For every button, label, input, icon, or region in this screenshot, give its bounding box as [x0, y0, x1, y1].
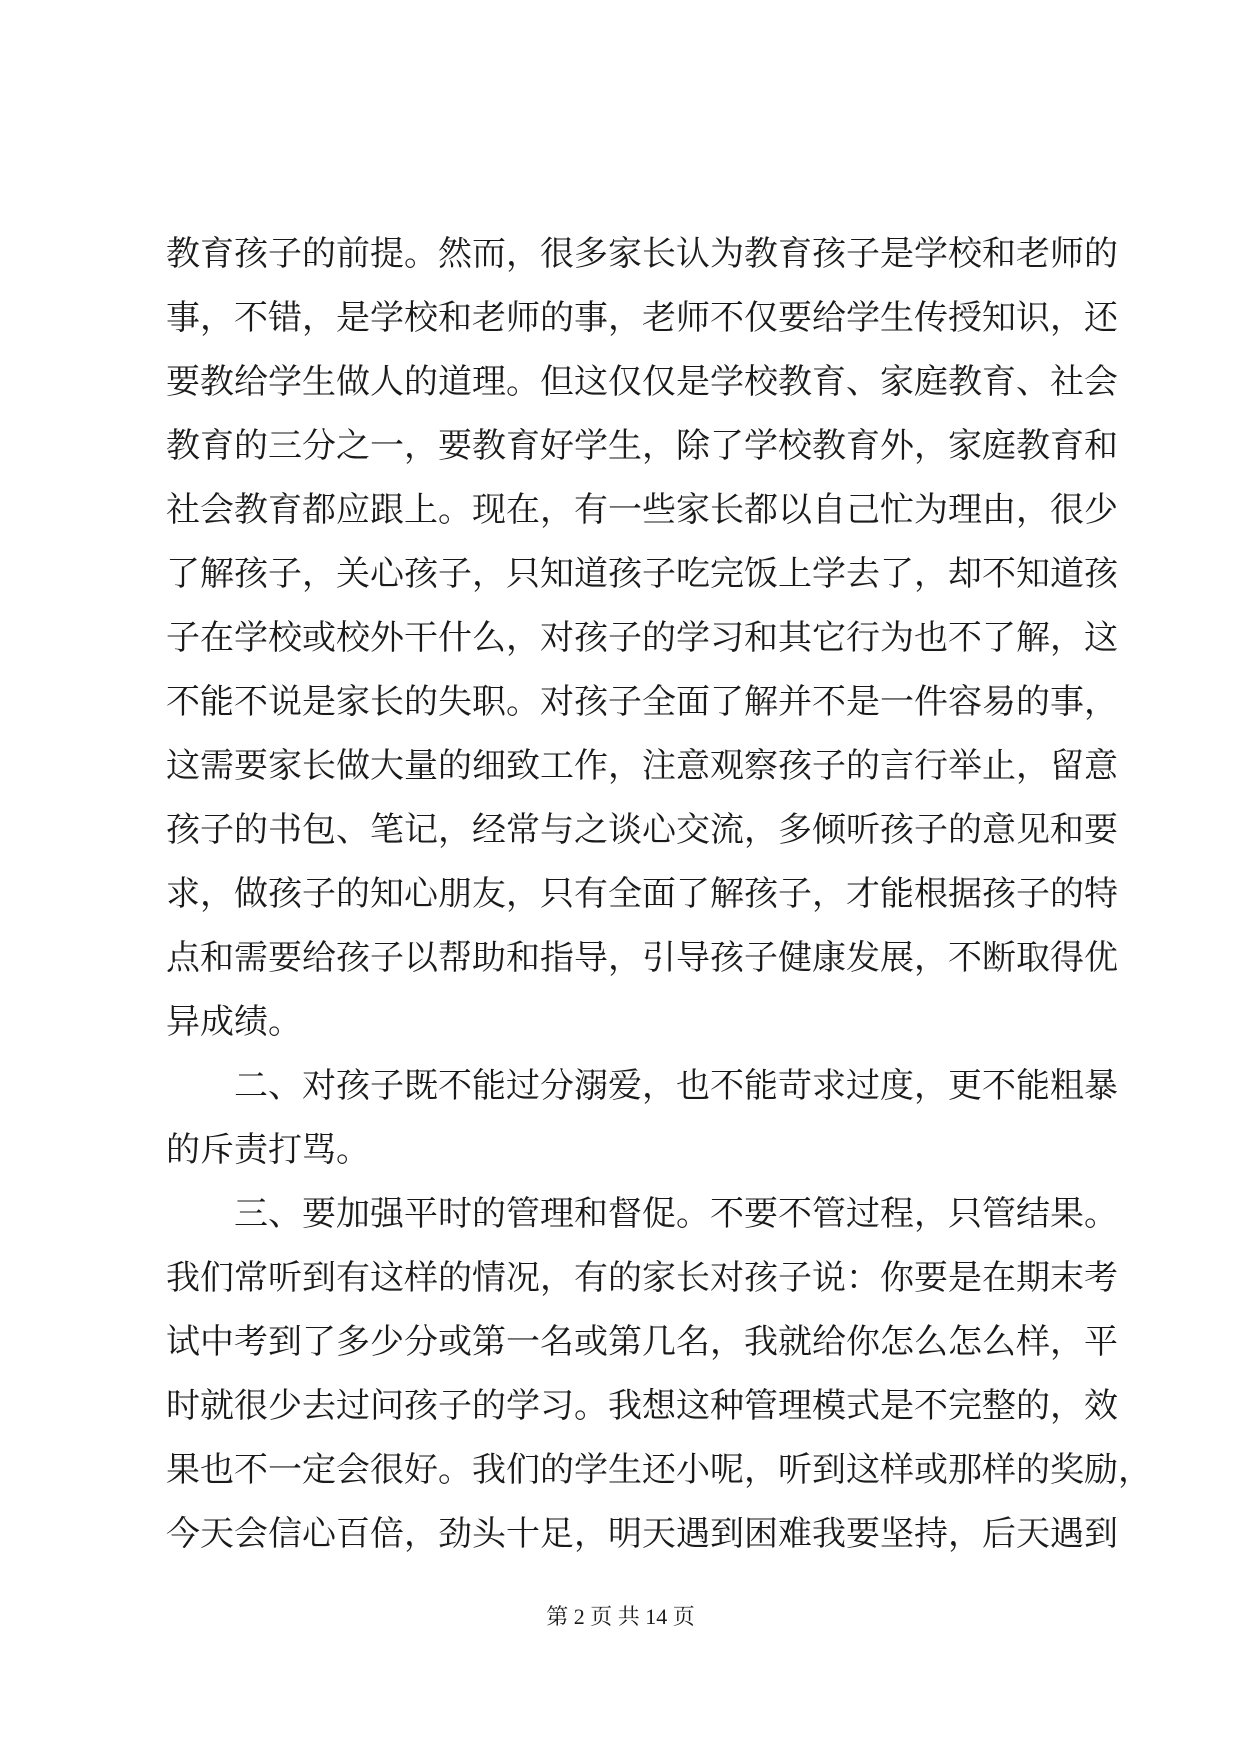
text-line: 今天会信心百倍，劲头十足，明天遇到困难我要坚持，后天遇到	[166, 1514, 1118, 1554]
text-line: 了解孩子，关心孩子，只知道孩子吃完饭上学去了，却不知道孩	[166, 554, 1118, 594]
text-line: 点和需要给孩子以帮助和指导，引导孩子健康发展，不断取得优	[166, 938, 1118, 978]
page-number-footer: 第 2 页 共 14 页	[546, 1604, 695, 1629]
text-line: 子在学校或校外干什么，对孩子的学习和其它行为也不了解，这	[166, 618, 1118, 658]
body-text	[166, 222, 1152, 1566]
text-line: 社会教育都应跟上。现在，有一些家长都以自己忙为理由，很少	[166, 490, 1118, 530]
text-line: 求，做孩子的知心朋友，只有全面了解孩子，才能根据孩子的特	[166, 874, 1118, 914]
text-line: 三、要加强平时的管理和督促。不要不管过程，只管结果。	[234, 1194, 1118, 1234]
text-line: 不能不说是家长的失职。对孩子全面了解并不是一件容易的事，	[166, 682, 1118, 722]
text-line: 二、对孩子既不能过分溺爱，也不能苛求过度，更不能粗暴	[234, 1066, 1118, 1106]
text-line: 试中考到了多少分或第一名或第几名，我就给你怎么怎么样，平	[166, 1322, 1118, 1362]
text-line: 教育孩子的前提。然而，很多家长认为教育孩子是学校和老师的	[166, 234, 1118, 274]
text-line: 我们常听到有这样的情况，有的家长对孩子说：你要是在期末考	[166, 1258, 1118, 1298]
text-line: 教育的三分之一，要教育好学生，除了学校教育外，家庭教育和	[166, 426, 1118, 466]
text-line: 孩子的书包、笔记，经常与之谈心交流，多倾听孩子的意见和要	[166, 810, 1118, 850]
text-line: 的斥责打骂。	[166, 1130, 370, 1170]
text-line: 果也不一定会很好。我们的学生还小呢，听到这样或那样的奖励，	[166, 1450, 1152, 1490]
text-line: 要教给学生做人的道理。但这仅仅是学校教育、家庭教育、社会	[166, 362, 1118, 402]
text-line: 时就很少去过问孩子的学习。我想这种管理模式是不完整的，效	[166, 1386, 1118, 1426]
text-line: 事，不错，是学校和老师的事，老师不仅要给学生传授知识，还	[166, 298, 1118, 338]
text-line: 这需要家长做大量的细致工作，注意观察孩子的言行举止，留意	[166, 746, 1118, 786]
text-line: 异成绩。	[166, 1002, 302, 1042]
